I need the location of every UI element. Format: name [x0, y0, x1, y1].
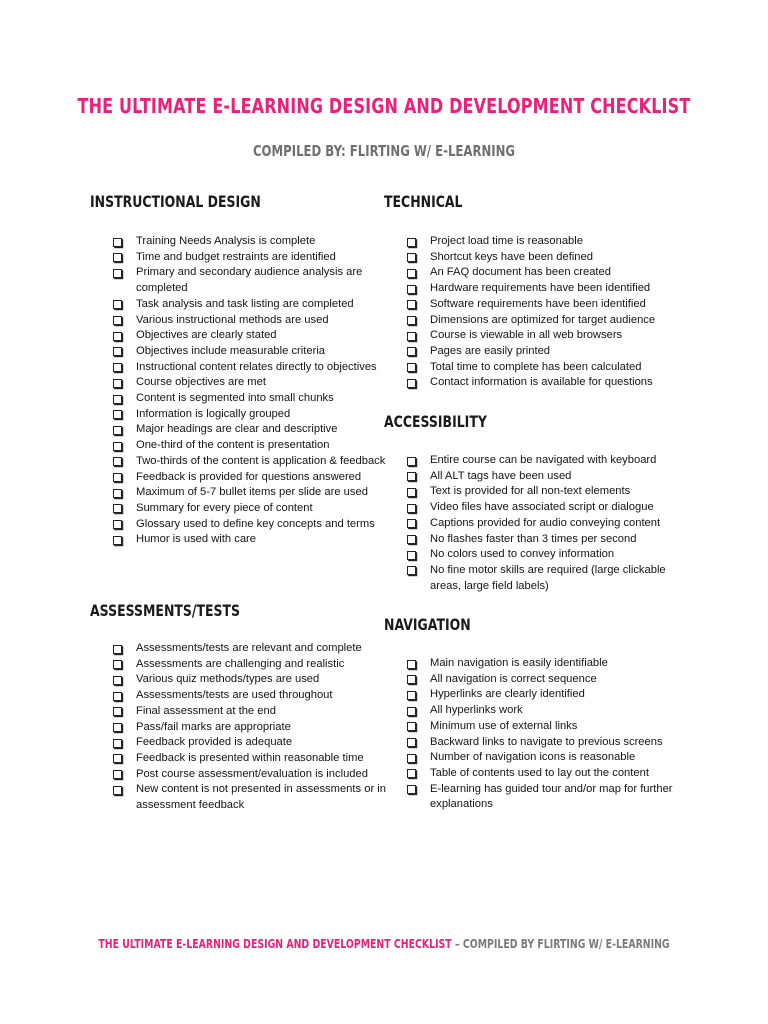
checklist-item[interactable] — [407, 469, 684, 485]
checklist-item[interactable] — [113, 470, 386, 486]
checklist-item-label: No fine motor skills are required (large clickable areas, large field labels) — [430, 563, 666, 592]
checkbox-icon[interactable] — [407, 488, 416, 497]
checklist-item-label: Shortcut keys have been defined — [430, 250, 593, 263]
checkbox-icon[interactable] — [113, 645, 122, 654]
checklist-item-label: Objectives are clearly stated — [136, 329, 277, 342]
checkbox-icon[interactable] — [113, 426, 122, 435]
checklist-item[interactable] — [407, 656, 684, 672]
section-heading: ASSESSMENTS/TESTS — [90, 601, 240, 620]
checkbox-icon[interactable] — [407, 660, 416, 669]
checkbox-icon[interactable] — [113, 692, 122, 701]
footer-title: THE ULTIMATE E-LEARNING DESIGN AND DEVELOPMENT CHECKLIST — [98, 937, 452, 951]
checkbox-icon[interactable] — [113, 253, 122, 262]
checklist-item[interactable] — [113, 360, 386, 376]
checklist-item-label: New content is not presented in assessments or in assessment feedback — [136, 783, 386, 812]
checklist-item-label: Text is provided for all non-text elements — [430, 485, 631, 498]
checkbox-icon[interactable] — [407, 347, 416, 356]
checklist-item-label: Assessments/tests are relevant and complete — [136, 642, 362, 654]
checkbox-icon[interactable] — [113, 707, 122, 716]
checkbox-icon[interactable] — [407, 457, 416, 466]
checklist-item-label: All navigation is correct sequence — [430, 672, 597, 685]
section-heading: ACCESSIBILITY — [384, 412, 487, 431]
checklist-item[interactable] — [113, 391, 386, 407]
checklist-item-label: Glossary used to define key concepts and terms — [136, 517, 375, 530]
checkbox-icon[interactable] — [407, 379, 416, 388]
checkbox-icon[interactable] — [113, 300, 122, 309]
section-instructional-design — [90, 192, 386, 548]
checklist-item[interactable] — [407, 281, 684, 297]
checklist-item[interactable] — [407, 250, 684, 266]
section-heading: NAVIGATION — [384, 615, 471, 634]
section-heading: TECHNICAL — [384, 192, 463, 211]
checkbox-icon[interactable] — [407, 472, 416, 481]
checklist-item[interactable] — [407, 687, 684, 703]
checklist-item[interactable] — [113, 250, 386, 266]
section-navigation — [384, 615, 684, 813]
checklist — [113, 641, 386, 814]
checkbox-icon[interactable] — [407, 691, 416, 700]
checklist-item[interactable] — [113, 672, 386, 688]
checkbox-icon[interactable] — [113, 269, 122, 278]
checkbox-icon[interactable] — [113, 676, 122, 685]
checkbox-icon[interactable] — [407, 754, 416, 763]
checklist-item-label: Assessments are challenging and realistic — [136, 657, 345, 670]
checklist-item-label: Post course assessment/evaluation is included — [136, 767, 368, 780]
checklist-item-label: Backward links to navigate to previous screens — [430, 735, 663, 748]
checkbox-icon[interactable] — [113, 332, 122, 341]
checklist-item-label: All ALT tags have been used — [430, 469, 572, 482]
checklist-item-label: Various instructional methods are used — [136, 313, 329, 326]
section-heading: INSTRUCTIONAL DESIGN — [90, 192, 261, 211]
checklist-item[interactable] — [113, 501, 386, 517]
checklist-item-label: No flashes faster than 3 times per second — [430, 532, 637, 545]
checklist-item[interactable] — [407, 766, 684, 782]
checkbox-icon[interactable] — [407, 566, 416, 575]
checkbox-icon[interactable] — [407, 707, 416, 716]
checklist-item-label: Feedback is provided for questions answered — [136, 470, 362, 483]
checklist-item[interactable] — [407, 703, 684, 719]
checklist-item[interactable] — [407, 313, 684, 329]
checkbox-icon[interactable] — [407, 519, 416, 528]
checklist-item[interactable] — [407, 735, 684, 751]
checklist-item[interactable] — [407, 532, 684, 548]
checklist-item[interactable] — [113, 407, 386, 423]
checklist-item-label: Summary for every piece of content — [136, 501, 313, 514]
checklist-item-label: Contact information is available for questions — [430, 376, 653, 389]
checkbox-icon[interactable] — [113, 520, 122, 529]
checklist-item-label: Total time to complete has been calculated — [430, 360, 642, 373]
checklist-item[interactable] — [113, 688, 386, 704]
checklist-item-label: Video files have associated script or dialogue — [430, 501, 654, 514]
checklist-item[interactable] — [113, 751, 386, 767]
section-technical — [384, 192, 684, 391]
section-accessibility — [384, 412, 684, 594]
checkbox-icon[interactable] — [113, 473, 122, 482]
checklist-item-label: Main navigation is easily identifiable — [430, 657, 608, 669]
checklist-item[interactable] — [113, 234, 386, 250]
checklist-item[interactable] — [407, 484, 684, 500]
checklist-item-label: One-third of the content is presentation — [136, 439, 330, 452]
checklist-item-label: Maximum of 5-7 bullet items per slide are used — [136, 486, 368, 499]
checklist-item[interactable] — [407, 750, 684, 766]
checklist — [407, 453, 684, 594]
checklist-item-label: Content is segmented into small chunks — [136, 392, 334, 405]
checklist — [113, 234, 386, 548]
checklist-item-label: Time and budget restraints are identified — [136, 250, 336, 263]
checklist-item[interactable] — [407, 782, 684, 813]
checkbox-icon[interactable] — [113, 347, 122, 356]
checkbox-icon[interactable] — [407, 551, 416, 560]
checklist-item[interactable] — [407, 453, 684, 469]
checklist-item[interactable] — [113, 344, 386, 360]
checklist-item-label: Table of contents used to lay out the content — [430, 766, 649, 779]
checklist-item[interactable] — [113, 422, 386, 438]
checklist — [407, 234, 684, 391]
checklist-item[interactable] — [407, 328, 684, 344]
checklist-item[interactable] — [113, 328, 386, 344]
checkbox-icon[interactable] — [113, 457, 122, 466]
checkbox-icon[interactable] — [407, 300, 416, 309]
checklist-item-label: Assessments/tests are used throughout — [136, 689, 333, 702]
checklist-item-label: Training Needs Analysis is complete — [136, 235, 316, 247]
checklist-item-label: Minimum use of external links — [430, 719, 578, 732]
checklist-item-label: Hyperlinks are clearly identified — [430, 688, 585, 701]
checkbox-icon[interactable] — [407, 285, 416, 294]
checklist-item-label: Pages are easily printed — [430, 344, 551, 357]
checklist-item[interactable] — [113, 297, 386, 313]
checklist-item[interactable] — [407, 672, 684, 688]
checklist-item[interactable] — [407, 234, 684, 250]
checkbox-icon[interactable] — [407, 316, 416, 325]
checkbox-icon[interactable] — [407, 504, 416, 513]
checklist-item-label: Course objectives are met — [136, 376, 266, 389]
checklist-item-label: Entire course can be navigated with keyboard — [430, 454, 657, 466]
checkbox-icon[interactable] — [407, 738, 416, 747]
checklist-item[interactable] — [407, 719, 684, 735]
checklist-item[interactable] — [113, 485, 386, 501]
checklist-item-label: Project load time is reasonable — [430, 235, 583, 247]
checklist-item-label: Software requirements have been identified — [430, 297, 646, 310]
checkbox-icon[interactable] — [407, 238, 416, 247]
checklist-item-label: Feedback is presented within reasonable time — [136, 751, 364, 764]
checkbox-icon[interactable] — [113, 363, 122, 372]
checklist-item-label: All hyperlinks work — [430, 704, 523, 717]
checkbox-icon[interactable] — [407, 253, 416, 262]
checklist-item[interactable] — [113, 782, 386, 813]
checkbox-icon[interactable] — [407, 332, 416, 341]
checklist-item[interactable] — [407, 297, 684, 313]
checkbox-icon[interactable] — [113, 238, 122, 247]
checklist-item[interactable] — [407, 375, 684, 391]
checklist-item-label: Hardware requirements have been identified — [430, 282, 651, 295]
checkbox-icon[interactable] — [113, 410, 122, 419]
checkbox-icon[interactable] — [113, 442, 122, 451]
checklist-item-label: Various quiz methods/types are used — [136, 673, 320, 686]
checklist-item[interactable] — [113, 767, 386, 783]
checkbox-icon[interactable] — [113, 489, 122, 498]
checkbox-icon[interactable] — [113, 379, 122, 388]
checklist-item[interactable] — [113, 641, 386, 657]
checkbox-icon[interactable] — [113, 786, 122, 795]
checklist-item[interactable] — [113, 265, 386, 296]
checkbox-icon[interactable] — [407, 363, 416, 372]
checklist-item-label: No colors used to convey information — [430, 548, 615, 561]
page-subtitle: COMPILED BY: FLIRTING W/ E-LEARNING — [252, 142, 516, 160]
checklist-item-label: Feedback provided is adequate — [136, 736, 293, 749]
checklist-item[interactable] — [407, 360, 684, 376]
checklist-item[interactable] — [407, 265, 684, 281]
checklist-item[interactable] — [113, 454, 386, 470]
checklist-item-label: Major headings are clear and descriptive — [136, 423, 338, 436]
checklist-item[interactable] — [113, 438, 386, 454]
checkbox-icon[interactable] — [113, 660, 122, 669]
checklist-item-label: Instructional content relates directly to objectives — [136, 360, 377, 373]
checklist-item[interactable] — [407, 344, 684, 360]
checklist-item-label: Final assessment at the end — [136, 704, 276, 717]
checklist-item[interactable] — [113, 704, 386, 720]
checkbox-icon[interactable] — [407, 769, 416, 778]
checkbox-icon[interactable] — [113, 536, 122, 545]
checkbox-icon[interactable] — [407, 722, 416, 731]
checklist-item[interactable] — [113, 313, 386, 329]
checkbox-icon[interactable] — [407, 535, 416, 544]
section-assessments-tests — [90, 601, 386, 814]
checklist-item[interactable] — [113, 720, 386, 736]
checklist-item[interactable] — [407, 563, 684, 594]
checklist-item[interactable] — [113, 657, 386, 673]
checklist-item-label: Primary and secondary audience analysis are completed — [136, 266, 363, 295]
checklist-item[interactable] — [407, 516, 684, 532]
checklist-item-label: Dimensions are optimized for target audience — [430, 313, 656, 326]
checklist-item[interactable] — [113, 375, 386, 391]
checkbox-icon[interactable] — [407, 269, 416, 278]
checklist-item-label: Number of navigation icons is reasonable — [430, 751, 636, 764]
checklist-item[interactable] — [113, 517, 386, 533]
checkbox-icon[interactable] — [113, 316, 122, 325]
checklist-item[interactable] — [113, 735, 386, 751]
checklist-item-label: Humor is used with care — [136, 533, 256, 546]
checkbox-icon[interactable] — [113, 395, 122, 404]
checklist-item[interactable] — [407, 547, 684, 563]
page-title: THE ULTIMATE E-LEARNING DESIGN AND DEVELOPMENT CHECKLIST — [77, 94, 691, 118]
checkbox-icon[interactable] — [113, 739, 122, 748]
checklist-item-label: An FAQ document has been created — [430, 266, 611, 279]
checklist-item-label: Two-thirds of the content is application & feedback — [136, 454, 386, 467]
footer-credit: – COMPILED BY FLIRTING W/ E-LEARNING — [451, 937, 670, 951]
checkbox-icon[interactable] — [113, 723, 122, 732]
checklist-item[interactable] — [113, 532, 386, 548]
checklist-item-label: Task analysis and task listing are completed — [136, 297, 354, 310]
checklist-item[interactable] — [407, 500, 684, 516]
checklist — [407, 656, 684, 813]
checkbox-icon[interactable] — [113, 504, 122, 513]
checkbox-icon[interactable] — [407, 675, 416, 684]
checklist-item-label: Objectives include measurable criteria — [136, 344, 326, 357]
checkbox-icon[interactable] — [113, 754, 122, 763]
checklist-item-label: E-learning has guided tour and/or map for further explanations — [430, 782, 673, 811]
checklist-item-label: Information is logically grouped — [136, 407, 291, 420]
checklist-item-label: Captions provided for audio conveying content — [430, 516, 661, 529]
checklist-item-label: Pass/fail marks are appropriate — [136, 720, 291, 733]
checkbox-icon[interactable] — [407, 785, 416, 794]
page-footer — [84, 937, 683, 951]
checklist-item-label: Course is viewable in all web browsers — [430, 329, 623, 342]
checkbox-icon[interactable] — [113, 770, 122, 779]
